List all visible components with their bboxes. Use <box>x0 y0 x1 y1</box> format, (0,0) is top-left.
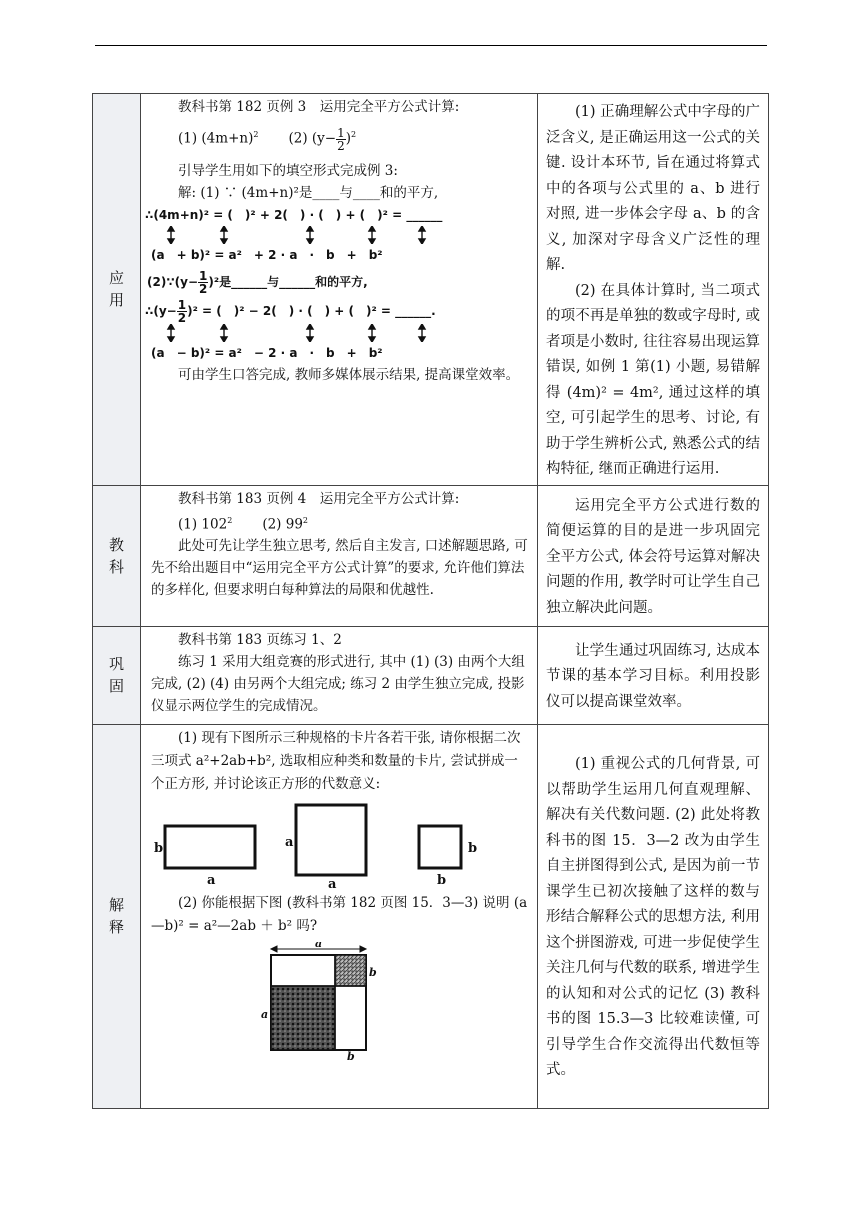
label-char: 科 <box>108 557 124 576</box>
row-label <box>93 724 141 1108</box>
activity-cell <box>141 94 538 486</box>
double-arrow-icons <box>151 324 521 342</box>
mapping-arrows-1 <box>151 226 531 244</box>
solution-1: 解: (1) ∵ (4m+n)²是____与____和的平方, <box>178 185 439 201</box>
label-a: a <box>285 834 294 850</box>
card-figures <box>151 802 531 892</box>
label-char: 解 <box>108 896 124 914</box>
activity-text: 练习 1 采用大组竞赛的形式进行, 其中 (1) (3) 由两个大组完成, (2) (4) 由另两个大组完成; 练习 2 由学生独立完成, 投影仪显示两位学生的完成情况。 <box>151 653 525 714</box>
label-char: 巩 <box>108 655 124 673</box>
square-figure <box>151 942 531 1060</box>
fraction: $\frac{1}{2}$ <box>337 125 345 153</box>
intent-cell <box>538 724 769 1108</box>
example-questions: (1) $102^2$ (2) $99^2$ <box>178 515 309 532</box>
question-1: (1) 102 <box>178 516 228 532</box>
identity-2: (a − b)² = a² − 2 · a · b + b² <box>151 346 383 360</box>
identity-1: (a + b)² = a² + 2 · a · b + b² <box>151 248 383 262</box>
intent-paragraph: (1) 正确理解公式中字母的广泛含义, 是正确运用这一公式的关键. 设计本环节, 旨在通过将算式中的各项与公式里的 a、b 进行对照, 进一步体会字母 a、b 的含义, 加深对字母含义广泛性的理解. <box>546 104 760 273</box>
example-heading: 教科书第 183 页例 4 运用完全平方公式计算: <box>178 490 460 507</box>
activity-cell <box>141 626 538 724</box>
question-1: (1) (4m+n) <box>178 130 254 147</box>
table-row <box>93 626 769 724</box>
row-label <box>93 626 141 724</box>
label-b: b <box>154 840 164 856</box>
example-heading: 教科书第 183 页练习 1、2 <box>178 631 342 648</box>
activity-cell <box>141 485 538 626</box>
label-b: b <box>369 965 377 979</box>
fraction: $\frac{1}{2}$ <box>199 269 208 296</box>
intent-cell <box>538 485 769 626</box>
intent-cell <box>538 94 769 486</box>
double-arrow-icons <box>151 226 521 244</box>
equation-1: ∴(4m+n)² = ( )² + 2( ) · ( ) + ( )² = ______ <box>145 208 443 222</box>
lesson-plan-table <box>92 93 769 1109</box>
example-questions: (1) $(4m+n)^2$ (2) (y− $\frac{1}{2}$ )$^2$ <box>178 125 357 153</box>
label-char: 教 <box>108 535 124 554</box>
row-label <box>93 485 141 626</box>
closing-note: 可由学生口答完成, 教师多媒体展示结果, 提高课堂效率。 <box>178 367 520 383</box>
table-row <box>93 94 769 486</box>
fraction: $\frac{1}{2}$ <box>177 298 187 325</box>
intent-paragraph: (1) 重视公式的几何背景, 可以帮助学生运用几何直观理解、解决有关代数问题. (2) 此处将教科书的图 15．3—2 改为由学生自主拼图得到公式, 是因为前一节课学生已初次接触了这样的数与形结合解释公式的思想方法, 利用这个拼图游戏, 可进一步促使学生关注几何与代数的联系, 增进学生的认知和对公式的记忆 (3) 教科书的图 15.3—3 比较难读懂, 可引导学生合作交流得出代数恒等式。 <box>546 756 760 1079</box>
label-b: b <box>468 840 478 856</box>
label-char: 用 <box>108 291 124 310</box>
label-a: a <box>261 1007 269 1021</box>
label-a: a <box>315 941 323 950</box>
card-shapes-figure <box>151 802 511 892</box>
square-diagram <box>151 942 511 1060</box>
guide-text: 引导学生用如下的填空形式完成例 3: <box>178 163 398 179</box>
table-row <box>93 724 769 1108</box>
activity-text: (2) 你能根据下图 (教科书第 182 页图 15．3—3) 说明 (a—b)² = a²—2ab ＋ b² 吗? <box>151 894 528 934</box>
question-2: (2) (y− <box>288 130 337 147</box>
label-a: a <box>207 872 216 888</box>
label-b: b <box>347 1049 355 1060</box>
mapping-arrows-2 <box>151 324 531 342</box>
table-row <box>93 485 769 626</box>
label-char: 释 <box>108 918 124 936</box>
header-rule <box>95 45 767 46</box>
intent-cell <box>538 626 769 724</box>
equation-2: ∴(y− $\frac{1}{2}$ )² = ( )² − 2( ) · ( ) + ( )² = ______. <box>145 298 436 325</box>
label-char: 固 <box>108 677 124 695</box>
question-2: (2) 99 <box>262 516 303 532</box>
row-label <box>93 94 141 486</box>
solution-2: (2)∵(y− $\frac{1}{2}$ )²是______与______和的平方, <box>147 269 368 296</box>
label-b: b <box>437 872 447 888</box>
intent-paragraph: 让学生通过巩固练习, 达成本节课的基本学习目标。利用投影仪可以提高课堂效率。 <box>546 642 760 710</box>
intent-paragraph: (2) 在具体计算时, 当二项式的项不再是单独的数或字母时, 或者项是小数时, 往往容易出现运算错误, 如例 1 第(1) 小题, 易错解得 (4m)² = 4m², 通过这样的填空, 可引起学生的思考、讨论, 有助于学生辨析公式, 熟悉公式的结构特征, 继而正确进行运用. <box>546 282 760 477</box>
activity-text: 此处可先让学生独立思考, 然后自主发言, 口述解题思路, 可先不给出题目中“运用完全平方公式计算”的要求, 允许他们算法的多样化, 但要求明白每种算法的局限和优越性. <box>151 538 528 598</box>
example-heading: 教科书第 182 页例 3 运用完全平方公式计算: <box>178 99 460 115</box>
label-a: a <box>328 876 337 892</box>
intent-paragraph: 运用完全平方公式进行数的简便运算的目的是进一步巩固完全平方公式, 体会符号运算对解决问题的作用, 教学时可让学生自己独立解决此问题。 <box>546 497 760 616</box>
activity-cell <box>141 724 538 1108</box>
label-char: 应 <box>108 269 124 288</box>
activity-text: (1) 现有下图所示三种规格的卡片各若干张, 请你根据二次三项式 a²+2ab+b², 选取相应种类和数量的卡片, 尝试拼成一个正方形, 并讨论该正方形的代数意义: <box>151 729 521 792</box>
